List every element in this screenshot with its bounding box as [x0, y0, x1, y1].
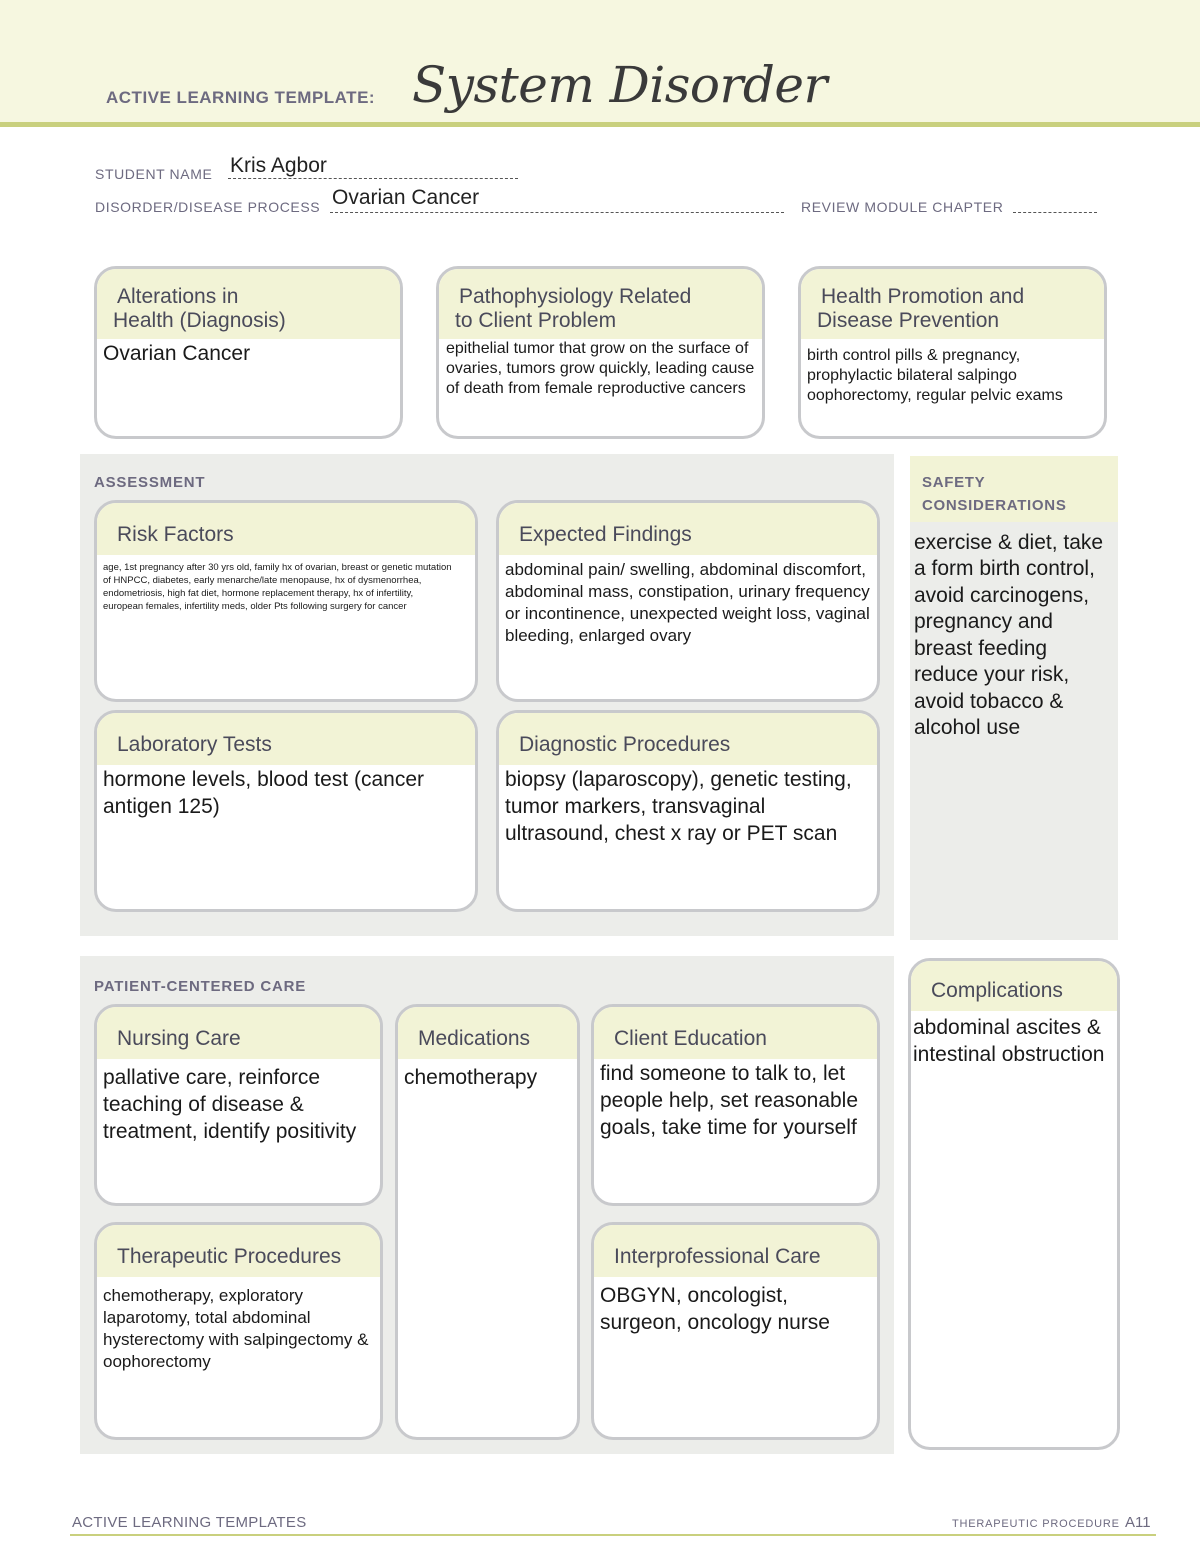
pathophysiology-title-2: to Client Problem [455, 309, 617, 333]
safety-title-2: CONSIDERATIONS [922, 496, 1067, 514]
footer-left-label: ACTIVE LEARNING TEMPLATES [72, 1514, 307, 1531]
pathophysiology-title-1: Pathophysiology Related [459, 285, 692, 308]
expected-findings-heading: Expected Findings [499, 503, 877, 555]
footer-page-number: A11 [1125, 1514, 1151, 1531]
medications-body[interactable]: chemotherapy [404, 1066, 538, 1090]
client-education-body[interactable]: find someone to talk to, let people help, set reasonable goals, take time for yourself [600, 1062, 859, 1139]
risk-factors-body[interactable]: age, 1st pregnancy after 30 yrs old, family hx of ovarian, breast or genetic mutation of HNPCC, diabetes, early menarche/late menopause, hx of dysmenorrhea, endometriosis, high fat diet, hormone replacement therapy, hx of infertility, european females, infertility meds, older Pts following surgery for cancer [103, 562, 452, 613]
health-promotion-title-2: Disease Prevention [817, 309, 1000, 333]
alterations-body[interactable]: Ovarian Cancer [103, 342, 251, 366]
safety-title-1: SAFETY [922, 474, 986, 491]
review-module-label: REVIEW MODULE CHAPTER [801, 199, 1004, 215]
risk-factors-heading: Risk Factors [97, 503, 475, 555]
nursing-care-heading: Nursing Care [97, 1007, 380, 1059]
safety-heading [910, 456, 1118, 522]
pathophysiology-card [436, 266, 765, 439]
pathophysiology-heading [439, 269, 762, 339]
student-name-field[interactable]: Kris Agbor [230, 154, 327, 177]
complications-body[interactable]: abdominal ascites & intestinal obstruction [913, 1016, 1105, 1067]
laboratory-tests-body[interactable]: hormone levels, blood test (cancer antigen 125) [103, 768, 424, 819]
expected-findings-body[interactable]: abdominal pain/ swelling, abdominal discomfort, abdominal mass, constipation, urinary frequency or incontinence, unexpected weight loss, vaginal bleeding, enlarged ovary [505, 560, 870, 646]
safety-body[interactable]: exercise & diet, take a form birth control, avoid carcinogens, pregnancy and breast feeding reduce your risk, avoid tobacco & alcohol use [914, 531, 1104, 740]
review-module-underline [1013, 212, 1097, 213]
client-education-heading: Client Education [594, 1007, 877, 1059]
student-name-underline [228, 178, 518, 179]
nursing-care-body[interactable]: pallative care, reinforce teaching of disease & treatment, identify positivity [103, 1066, 357, 1143]
patient-centered-care-label: PATIENT-CENTERED CARE [94, 978, 307, 995]
alterations-card [94, 266, 403, 439]
therapeutic-procedures-body[interactable]: chemotherapy, exploratory laparotomy, total abdominal hysterectomy with salpingectomy & oophorectomy [103, 1286, 369, 1372]
alterations-title-1: Alterations in [117, 285, 239, 308]
medications-heading: Medications [398, 1007, 577, 1059]
disorder-underline [330, 212, 784, 213]
interprofessional-care-card [591, 1222, 880, 1440]
medications-card [395, 1004, 580, 1440]
client-education-card [591, 1004, 880, 1206]
complications-heading: Complications [911, 961, 1117, 1011]
laboratory-tests-heading: Laboratory Tests [97, 713, 475, 765]
health-promotion-title-1: Health Promotion and [821, 285, 1025, 308]
interprofessional-care-heading: Interprofessional Care [594, 1225, 877, 1277]
health-promotion-body[interactable]: birth control pills & pregnancy, prophylactic bilateral salpingo oophorectomy, regular pelvic exams [807, 347, 1063, 405]
assessment-label: ASSESSMENT [94, 474, 206, 491]
footer-right-label: THERAPEUTIC PROCEDURE [952, 1518, 1120, 1530]
health-promotion-card [798, 266, 1107, 439]
alterations-title-2: Health (Diagnosis) [113, 309, 286, 333]
therapeutic-procedures-card [94, 1222, 383, 1440]
laboratory-tests-card [94, 710, 478, 912]
disorder-label: DISORDER/DISEASE PROCESS [95, 199, 321, 215]
template-label: ACTIVE LEARNING TEMPLATE: [106, 88, 376, 107]
complications-card [908, 958, 1120, 1450]
nursing-care-card [94, 1004, 383, 1206]
pathophysiology-body[interactable]: epithelial tumor that grow on the surface of ovaries, tumors grow quickly, leading cause of death from female reproductive cancers [446, 340, 755, 398]
header-rule [0, 122, 1200, 127]
footer-rule [70, 1534, 1156, 1536]
student-name-label: STUDENT NAME [95, 166, 213, 182]
diagnostic-procedures-heading: Diagnostic Procedures [499, 713, 877, 765]
diagnostic-procedures-card [496, 710, 880, 912]
diagnostic-procedures-body[interactable]: biopsy (laparoscopy), genetic testing, tumor markers, transvaginal ultrasound, chest x ray or PET scan [505, 768, 852, 845]
alterations-heading [97, 269, 400, 339]
page-title: System Disorder [412, 56, 827, 114]
health-promotion-heading [801, 269, 1104, 339]
interprofessional-care-body[interactable]: OBGYN, oncologist, surgeon, oncology nurse [600, 1284, 830, 1335]
risk-factors-card [94, 500, 478, 702]
therapeutic-procedures-heading: Therapeutic Procedures [97, 1225, 380, 1277]
expected-findings-card [496, 500, 880, 702]
disorder-field[interactable]: Ovarian Cancer [332, 186, 480, 209]
